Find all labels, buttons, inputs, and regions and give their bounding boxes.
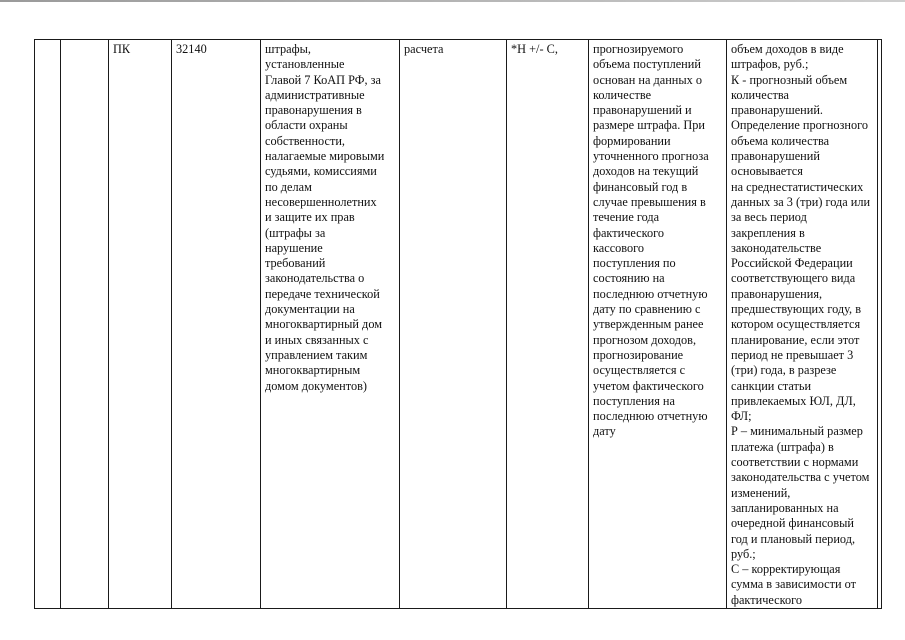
formula-cell [507,40,589,609]
code-type: ПК [113,42,131,56]
forecast-method: расчета [404,42,444,56]
indicators-cell [727,40,878,609]
revenue-name: штрафы, установленные Главой 7 КоАП РФ, за административные правонарушения в области охраны собственности, налагаемые мировыми судьями, комиссиями по делам несовершеннолетних и защите их прав (штрафы за нарушение требований законодательства о передаче технической документации на многоквартирный дом и иных связанных с управлением таким многоквартирным домом документов) [265,42,385,393]
revenue-forecast-table [34,39,882,609]
code-cell [172,40,261,609]
revenue-code: 32140 [176,42,207,56]
algorithm-description: прогнозируемого объема поступлений основан на данных о количестве правонарушений и размере штрафа. При формировании уточненного прогноза доходов на текущий финансовый год в случае превышения в течение года фактического кассового поступления по состоянию на последнюю отчетную дату по сравнению с утвержденным ранее прогнозом доходов, прогнозирование осуществляется с учетом фактического поступления на последнюю отчетную дату [593,42,709,439]
table-row [35,40,882,609]
code-type-cell [109,40,172,609]
description-cell [589,40,727,609]
row-number-cell [35,40,61,609]
revenue-name-cell [261,40,400,609]
method-cell [400,40,507,609]
admin-code-cell [61,40,109,609]
indicators-description: объем доходов в виде штрафов, руб.; К - прогнозный объем количества правонарушений. Определение прогнозного объема количества правонарушений основывается на среднестатистических данных за 3 (три) года или за весь период закрепления в законодательстве Российской Федерации соответствующего вида правонарушения, предшествующих году, в котором осуществляется планирование, если этот период не превышает 3 (три) года, в разрезе санкции статьи привлекаемых ЮЛ, ДЛ, ФЛ; Р – минимальный размер платежа (штрафа) в соответствии с нормами законодательства с учетом изменений, запланированных на очередной финансовый год и плановый период, руб.; С – корректирующая сумма в зависимости от фактического [731,42,871,607]
forecast-formula: *Н +/- С, [511,42,558,56]
scan-top-edge [0,0,905,2]
edge-cell [878,40,882,609]
